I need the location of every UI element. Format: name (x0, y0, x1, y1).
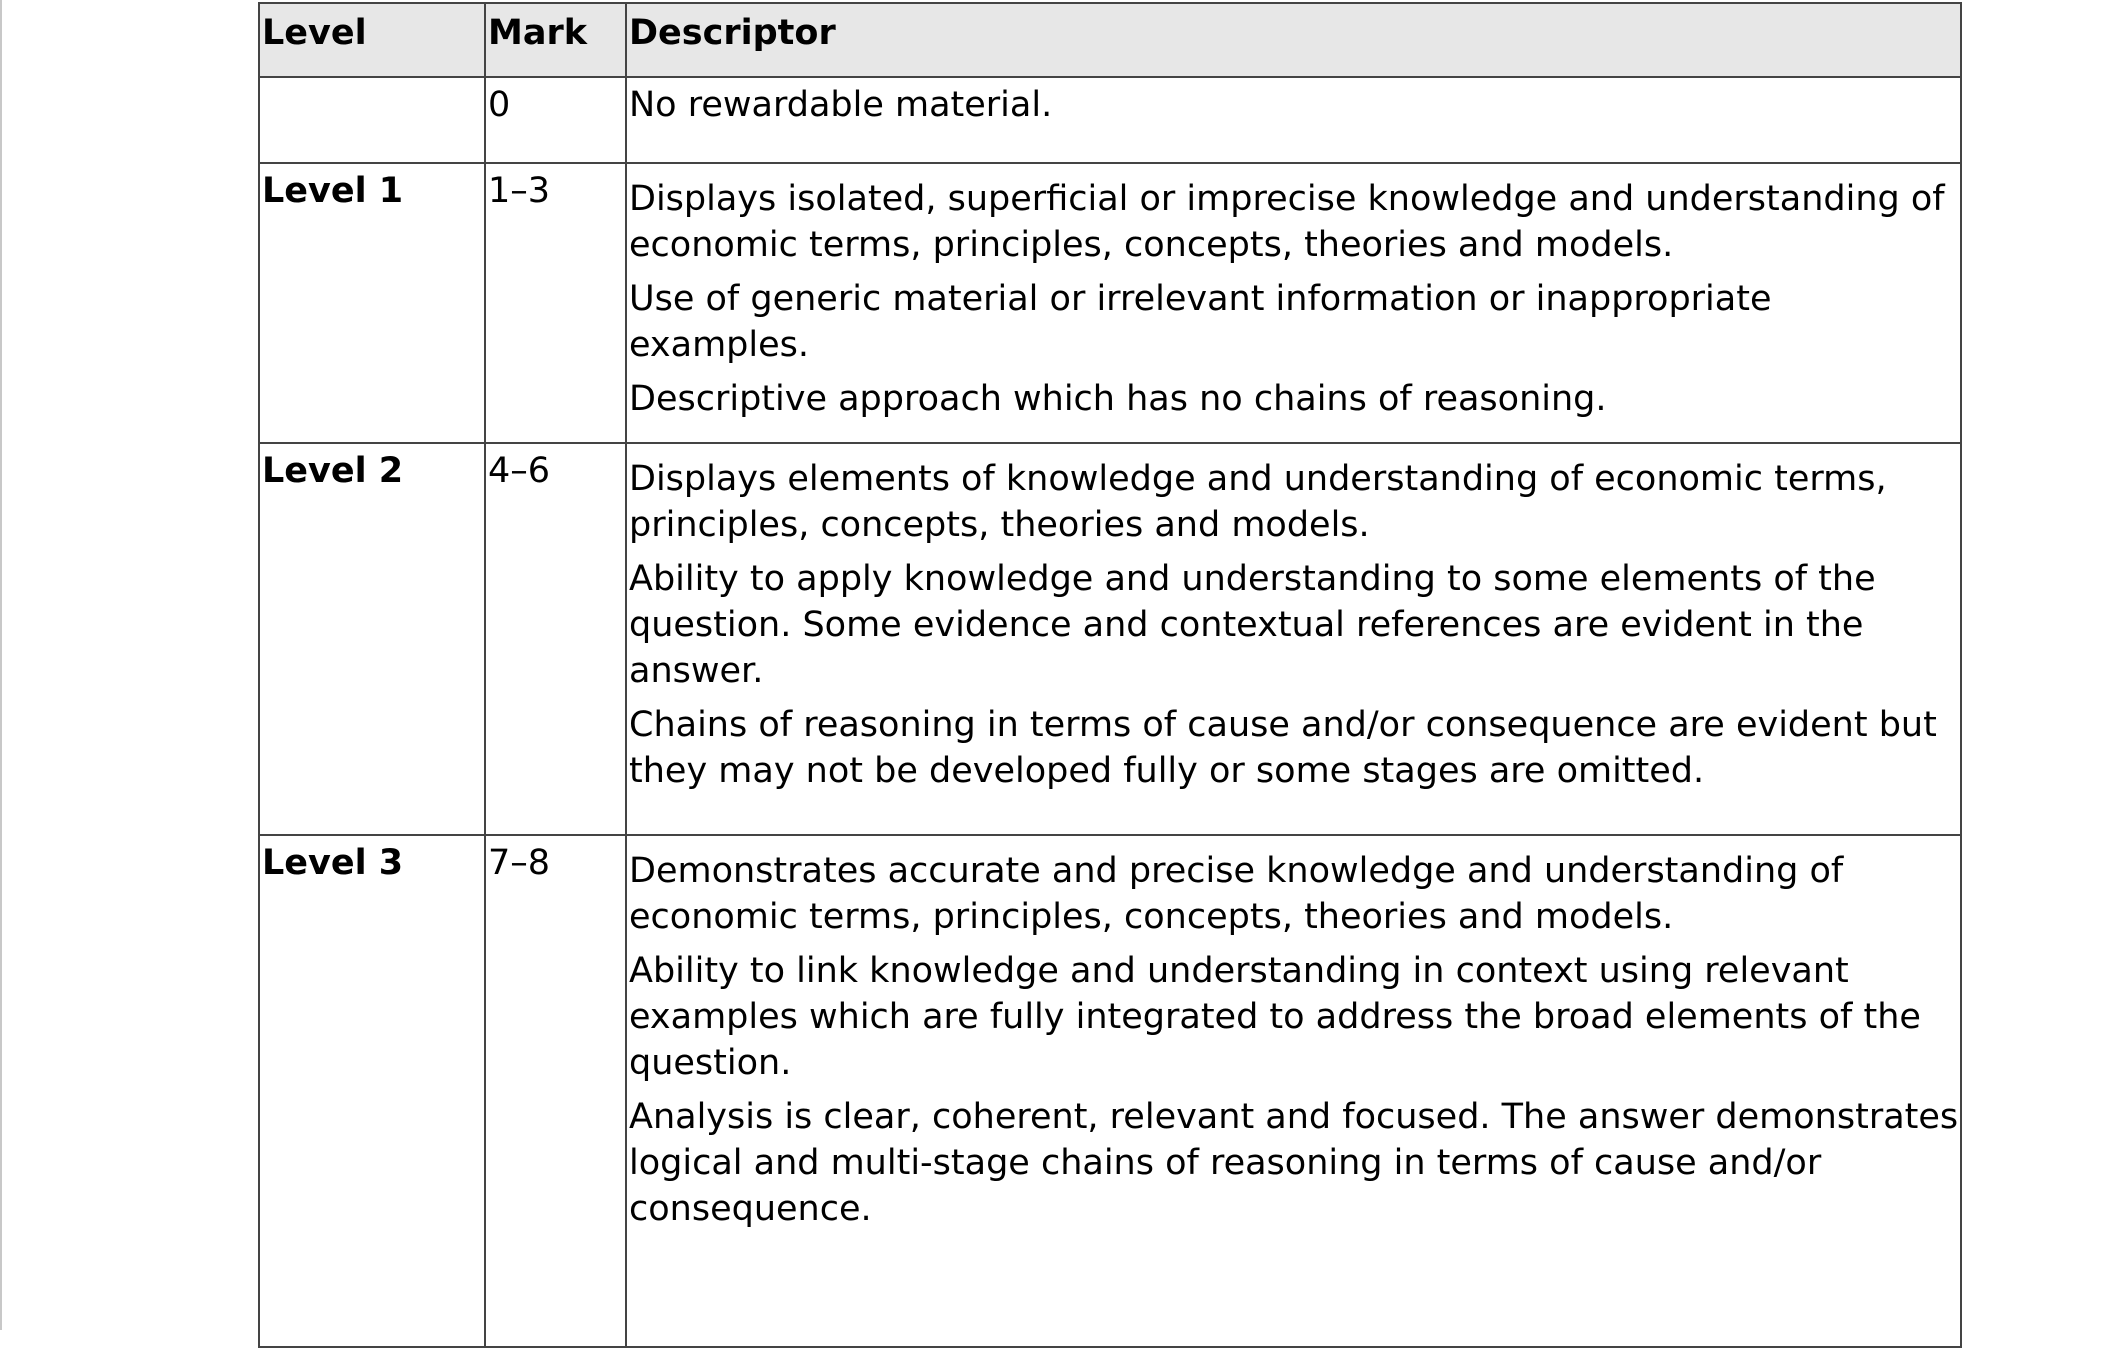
descriptor-cell (626, 77, 1961, 163)
level-cell (259, 77, 485, 163)
levels-mark-scheme-table (258, 2, 1962, 1348)
mark-cell: 4–6 (485, 443, 626, 835)
descriptor-text: Displays isolated, superficial or imprecise knowledge and understanding of economic terms, principles, concepts, theories and models. (629, 179, 1945, 265)
table-row (259, 835, 1961, 1347)
header-mark: Mark (485, 3, 626, 77)
descriptor-text: Descriptive approach which has no chains of reasoning. (629, 379, 1607, 419)
descriptor-text: Demonstrates accurate and precise knowledge and understanding of economic terms, principles, concepts, theories and models. (629, 851, 1844, 937)
descriptor-text: Use of generic material or irrelevant information or inappropriate examples. (629, 279, 1772, 365)
descriptor-cell (626, 443, 1961, 835)
mark-cell: 7–8 (485, 835, 626, 1347)
table-row (259, 77, 1961, 163)
table-header-row (259, 3, 1961, 77)
table-row (259, 163, 1961, 443)
descriptor-text: Analysis is clear, coherent, relevant and focused. The answer demonstrates logical and multi-stage chains of reasoning in terms of cause and/or consequence. (629, 1097, 1959, 1229)
level-cell: Level 3 (259, 835, 485, 1347)
table-row (259, 443, 1961, 835)
descriptor-text: Displays elements of knowledge and understanding of economic terms, principles, concepts, theories and models. (629, 459, 1887, 545)
mark-cell: 1–3 (485, 163, 626, 443)
descriptor-cell (626, 835, 1961, 1347)
descriptor-cell (626, 163, 1961, 443)
header-level: Level (259, 3, 485, 77)
page-left-edge (0, 0, 2, 1330)
descriptor-text: Chains of reasoning in terms of cause and/or consequence are evident but they may not be developed fully or some stages are omitted. (629, 705, 1937, 791)
descriptor-text: No rewardable material. (629, 85, 1053, 125)
mark-cell: 0 (485, 77, 626, 163)
descriptor-text: Ability to link knowledge and understanding in context using relevant examples which are fully integrated to address the broad elements of the question. (629, 951, 1921, 1083)
descriptor-text: Ability to apply knowledge and understanding to some elements of the question. Some evidence and contextual references are evident in the answer. (629, 559, 1876, 691)
header-descriptor: Descriptor (626, 3, 1961, 77)
level-cell: Level 2 (259, 443, 485, 835)
level-cell: Level 1 (259, 163, 485, 443)
